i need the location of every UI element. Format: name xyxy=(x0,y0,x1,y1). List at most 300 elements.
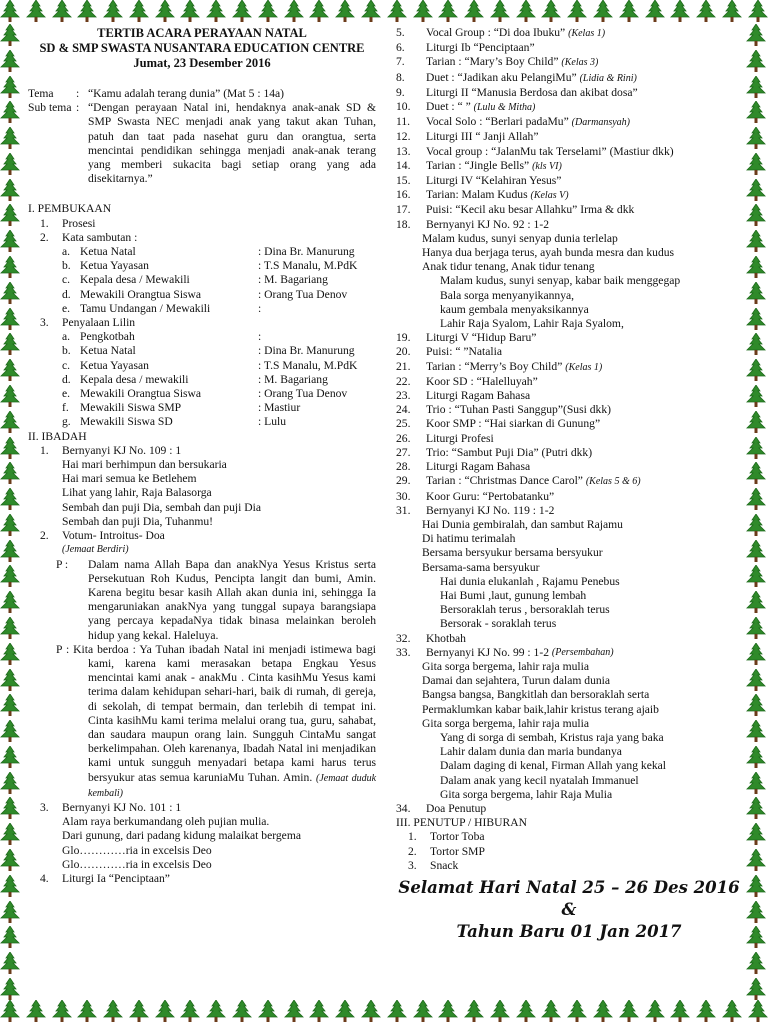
christmas-tree-icon xyxy=(335,0,355,22)
doa-block xyxy=(28,643,376,801)
program-performer: (Kelas 1) xyxy=(565,361,603,373)
official-row xyxy=(28,302,376,316)
christmas-tree-icon xyxy=(746,359,766,381)
program-items-5-18 xyxy=(396,26,742,232)
christmas-tree-icon xyxy=(0,797,20,819)
christmas-tree-icon xyxy=(0,926,20,948)
christmas-tree-icon xyxy=(335,1000,355,1022)
greeting-ampersand: & xyxy=(561,899,577,919)
jemaat-duduk: (Jemaat duduk kembali) xyxy=(88,772,377,799)
lyrics-kj-99-verse2 xyxy=(396,731,742,802)
christmas-tree-icon xyxy=(490,0,510,22)
christmas-tree-icon xyxy=(180,1000,200,1022)
program-number: 22. xyxy=(396,374,411,388)
program-item xyxy=(396,86,742,100)
lyrics-kj-99-verse1 xyxy=(396,660,742,731)
official-row xyxy=(28,344,376,358)
pembukaan-heading: I. PEMBUKAAN xyxy=(28,202,112,216)
christmas-tree-icon xyxy=(284,1000,304,1022)
official-name: : xyxy=(258,330,262,344)
program-number: 13. xyxy=(396,144,411,158)
christmas-tree-icon xyxy=(0,901,20,923)
program-number: 12. xyxy=(396,130,411,144)
program-title: Puisi: “ ”Natalia xyxy=(426,345,502,359)
program-title: Liturgi IV “Kelahiran Yesus” xyxy=(426,174,562,188)
lyrics-kj-119-verse1 xyxy=(396,518,742,575)
official-role: Mewakili Orangtua Siswa xyxy=(80,387,202,401)
page-title: TERTIB ACARA PERAYAAN NATAL xyxy=(97,26,307,40)
program-title: Trio : “Tuhan Pasti Sanggup”(Susi dkk) xyxy=(426,403,611,417)
official-letter: c. xyxy=(62,273,71,287)
program-title: Bernyanyi KJ No. 92 : 1-2 xyxy=(426,217,550,231)
lyric-line: Hai Bumi ,laut, gunung lembah xyxy=(440,588,587,602)
official-role: Kepala desa / Mewakili xyxy=(80,273,190,287)
official-role: Mewakili Orangtua Siswa xyxy=(80,287,202,301)
christmas-tree-icon xyxy=(746,127,766,149)
lyric-line: Bersama-sama bersyukur xyxy=(422,560,540,574)
program-item xyxy=(396,145,742,159)
christmas-tree-icon xyxy=(593,1000,613,1022)
christmas-tree-icon xyxy=(0,823,20,845)
lyrics-kj-92-verse1 xyxy=(396,232,742,275)
christmas-tree-icon xyxy=(180,0,200,22)
official-letter: e. xyxy=(62,301,71,315)
program-item xyxy=(396,130,742,144)
kata-sambutan: Kata sambutan : xyxy=(62,230,138,244)
program-item xyxy=(396,41,742,55)
christmas-tree-icon xyxy=(0,462,20,484)
lyric-line: Lahir Raja Syalom, Lahir Raja Syalom, xyxy=(440,317,624,331)
program-title: Tarian : “Jingle Bells” xyxy=(426,158,530,172)
penutup-item xyxy=(396,859,742,873)
program-text xyxy=(426,460,530,474)
program-item xyxy=(396,389,742,403)
official-letter: b. xyxy=(62,344,71,358)
tema-text: “Kamu adalah terang dunia” (Mat 5 : 14a) xyxy=(88,87,285,100)
program-item xyxy=(396,432,742,446)
christmas-tree-icon xyxy=(387,0,407,22)
program-item xyxy=(396,360,742,375)
program-number: 20. xyxy=(396,345,411,359)
tema-row: Tema : “Kamu adalah terang dunia” (Mat 5 : 14a) xyxy=(28,87,285,100)
christmas-tree-icon xyxy=(490,1000,510,1022)
official-name: : Mastiur xyxy=(258,401,301,415)
christmas-tree-icon xyxy=(0,875,20,897)
lyric-line: kaum gembala menyaksikannya xyxy=(440,302,589,316)
lyric-line: Damai dan sejahtera, Turun dalam dunia xyxy=(422,674,611,688)
program-item xyxy=(396,71,742,86)
event-date: Jumat, 23 Desember 2016 xyxy=(133,56,271,70)
votum-label: P : xyxy=(56,557,69,571)
official-row xyxy=(28,330,376,344)
christmas-tree-icon xyxy=(0,230,20,252)
penutup-number: 3. xyxy=(408,858,417,872)
christmas-tree-icon xyxy=(619,0,639,22)
christmas-tree-icon xyxy=(746,179,766,201)
lyric-line: Gita sorga bergema, lahir raja mulia xyxy=(422,716,589,730)
program-item xyxy=(396,403,742,417)
christmas-tree-icon xyxy=(103,1000,123,1022)
lyric-line: Sembah dan puji Dia, Tuhanmu! xyxy=(62,514,214,528)
christmas-tree-icon xyxy=(464,1000,484,1022)
christmas-tree-icon xyxy=(746,101,766,123)
lyric-line: Malam kudus, sunyi senyap dunia terlelap xyxy=(422,231,618,245)
votum-block xyxy=(28,558,376,643)
lyric-line: Glo…………ria in excelsis Deo xyxy=(62,843,212,857)
christmas-tree-icon xyxy=(746,437,766,459)
program-text xyxy=(426,474,641,489)
program-text xyxy=(426,360,602,375)
lyrics-kj-92-verse2 xyxy=(396,274,742,331)
program-text xyxy=(426,41,535,55)
lyrics-kj-119-verse2 xyxy=(396,575,742,632)
christmas-tree-icon xyxy=(0,617,20,639)
official-role: Ketua Yayasan xyxy=(80,358,149,372)
christmas-tree-icon xyxy=(26,1000,46,1022)
christmas-tree-icon xyxy=(746,230,766,252)
official-role: Ketua Natal xyxy=(80,344,136,358)
christmas-tree-icon xyxy=(746,24,766,46)
christmas-tree-icon xyxy=(206,0,226,22)
christmas-tree-icon xyxy=(0,720,20,742)
lyric-line: Bala sorga menyanyikannya, xyxy=(440,288,575,302)
program-text xyxy=(426,145,674,159)
program-number: 26. xyxy=(396,431,411,445)
ibadah-item-1: Bernyanyi KJ No. 109 : 1 xyxy=(62,443,182,457)
lyric-line: Hanya dua berjaga terus, ayah bunda mesra dan kudus xyxy=(422,246,675,260)
program-number: 6. xyxy=(396,41,405,55)
program-number: 11. xyxy=(396,115,411,129)
christmas-tree-icon xyxy=(0,437,20,459)
christmas-tree-icon xyxy=(516,1000,536,1022)
christmas-tree-icon xyxy=(0,0,20,22)
program-title: Liturgi Ragam Bahasa xyxy=(426,389,531,403)
lyric-line: Lihat yang lahir, Raja Balasorga xyxy=(62,486,212,500)
penutup-item xyxy=(396,830,742,844)
christmas-tree-icon xyxy=(746,720,766,742)
program-item xyxy=(396,417,742,431)
tema-label: Tema xyxy=(28,87,54,100)
program-number: 8. xyxy=(396,70,405,84)
official-letter: a. xyxy=(62,245,71,259)
christmas-tree-icon xyxy=(438,1000,458,1022)
official-role: Mewakili Siswa SMP xyxy=(80,401,182,415)
program-item xyxy=(396,490,742,504)
ibadah-item-3: Bernyanyi KJ No. 101 : 1 xyxy=(62,800,182,814)
program-text xyxy=(426,71,637,86)
christmas-tree-icon xyxy=(52,0,72,22)
christmas-tree-icon xyxy=(309,1000,329,1022)
lyric-line: Glo…………ria in excelsis Deo xyxy=(62,857,212,871)
program-title: Duet : “ ” xyxy=(426,100,471,114)
votum-text: Dalam nama Allah Bapa dan anakNya Yesus Kristus serta Persekutuan Roh Kudus, Pencipta langit dan bumi, Amin. Karena begitu besar kasih Allah akan dunia ini, sehingga Ia mengaruniakan anakNya yang tunggal supaya barangsiapa yang percaya kepadaNya tidak binasa melainkan beroleh hidup yang kekal. Haleluya. xyxy=(88,557,376,642)
lyric-line: Dari gunung, dari padang kidung malaikat bergema xyxy=(62,829,301,843)
christmas-tree-icon xyxy=(567,1000,587,1022)
right-column: 5. Vocal Group : “Di doa Ibuku” (Kelas 1) 6. Liturgi Ib “Penciptaan” 7. Tarian : “Mary’s Boy Child” (Kelas 3) 8. Duet : “Jadikan aku PelangiMu” (Lidia & Rini) 9. Liturgi II “Manusia Berdosa dan akibat dosa” 10. Duet : “ ” (Lulu & Mitha) 11. Vocal Solo : “Berlari padaMu” (Darmansyah) 12. Liturgi III “ Janji Allah” 13. Vocal group : “JalanMu tak Terselami” (Mastiur dkk) 14. Tarian : “Jingle Bells” (kls VI) 15. Liturgi IV “Kelahiran Yesus” 16. Tarian: Malam Kudus (Kelas V) 17. Puisi: “Kecil aku besar Allahku” Irma & dkk 18. Bernyanyi KJ No. 92 : 1-2 Malam kudus, sunyi senyap dunia terlelap Hanya dua berjaga terus, ayah bunda mesra dan kudus Anak tidur tenang, Anak tidur tenang Malam kudus, sunyi senyap, kabar baik menggegap Bala sorga menyanyikannya, kaum gembala menyaksikannya Lahir Raja Syalom, Lahir Raja Syalom, 19. Liturgi V “Hidup Baru” 20. Puisi: “ ”Natalia 21. Tarian : “Merry’s Boy Child” (Kelas 1) 22. Koor SD : “Halelluyah” 23. Liturgi Ragam Bahasa 24. Trio : “Tuhan Pasti Sanggup”(Susi dkk) 25. Koor SMP : “Hai siarkan di Gunung” 26. Liturgi Profesi 27. Trio: “Sambut Puji Dia” (Putri dkk) 28. Liturgi Ragam Bahasa 29. Tarian : “Christmas Dance Carol” (Kelas 5 & 6) 30. Koor Guru: “Pertobatanku” 31. Bernyanyi KJ No. 119 : 1-2 Hai Dunia gembiralah, dan sambut Rajamu Di hatimu terimalah Bersama bersyukur bersama bersyukur Bersama-sama bersyukur Hai dunia elukanlah , Rajamu Penebus Hai Bumi ,laut, gunung lembah Bersoraklah terus , bersoraklah terus Bersorak - soraklah terus 32. Khotbah 33. Bernyanyi KJ No. 99 : 1-2 (Persembahan) Gita sorga bergema, lahir raja mulia Damai dan sejahtera, Turun dalam dunia Bangsa bangsa, Bangkitlah dan bersoraklah serta Permaklumkan kabar baik,lahir kristus terang ajaib Gita sorga bergema, lahir raja mulia Yang di sorga di sembah, Kristus raja yang baka Lahir dalam dunia dan maria bundanya Dalam daging di kenal, Firman Allah yang kekal Dalam anak yang kecil nyatalah Immanuel Gita sorga bergema, lahir Raja Mulia 34. Doa Penutup III. PENUTUP / HIBURAN 1. Tortor Toba 2. Tortor SMP 3. Snack Selamat Hari Natal 25 – 26 Des 2016 & Tahun Baru 01 Jan 2017 xyxy=(396,26,742,943)
christmas-tree-icon xyxy=(103,0,123,22)
program-number: 18. xyxy=(396,217,411,231)
christmas-tree-icon xyxy=(0,282,20,304)
christmas-tree-icon xyxy=(0,24,20,46)
program-performer: (Lidia & Rini) xyxy=(579,72,637,84)
new-year-greeting: Tahun Baru 01 Jan 2017 xyxy=(456,921,682,941)
doa-penutup: Doa Penutup xyxy=(426,801,487,815)
program-title: Trio: “Sambut Puji Dia” (Putri dkk) xyxy=(426,445,593,459)
christmas-tree-icon xyxy=(746,849,766,871)
penutup-heading: III. PENUTUP / HIBURAN xyxy=(396,816,527,830)
christmas-tree-icon xyxy=(746,669,766,691)
christmas-tree-icon xyxy=(0,643,20,665)
program-item xyxy=(396,474,742,489)
ibadah-item-4: Liturgi Ia “Penciptaan” xyxy=(62,871,170,885)
program-title: Vocal Solo : “Berlari padaMu” xyxy=(426,115,569,129)
christmas-tree-icon xyxy=(746,746,766,768)
christmas-tree-icon xyxy=(387,1000,407,1022)
program-number: 16. xyxy=(396,188,411,202)
program-text xyxy=(426,218,549,232)
left-column: TERTIB ACARA PERAYAAN NATAL SD & SMP SWASTA NUSANTARA EDUCATION CENTRE Jumat, 23 Desember 2016 Tema : “Kamu adalah terang dunia” (Mat 5 : 14a) Sub tema : “Dengan perayaan Natal ini, hendaknya anak-anak SD & SMP Swasta NEC menjadi anak yang takut akan Tuhan, patuh dan taat pada nasehat guru dan orangtua, serta mencintai pendidikan sehingga menjadi anak-anak terang yang memberi sukacita bagi setiap orang yang ada disekitarnya.” I. PEMBUKAAN 1. Prosesi 2. Kata sambutan : a. Ketua Natal : Dina Br. Manurung b. Ketua Yayasan : T.S Manalu, M.PdK c. Kepala desa / Mewakili : M. Bagariang d. Mewakili Orangtua Siswa : Orang Tua Denov e. Tamu Undangan / Mewakili : 3. Penyalaan Lilin a. Pengkotbah : b. Ketua Natal : Dina Br. Manurung c. Ketua Yayasan : T.S Manalu, M.PdK d. Kepala desa / mewakili : M. Bagariang e. Mewakili Orangtua Siswa : Orang Tua Denov f. Mewakili Siswa SMP : Mastiur g. Mewakili Siswa SD : Lulu II. IBADAH 1. Bernyanyi KJ No. 109 : 1 Hai mari berhimpun dan bersukaria Hai mari semua ke Betlehem Lihat yang lahir, Raja Balasorga Sembah dan puji Dia, sembah dan puji Dia Sembah dan puji Dia, Tuhanmu! 2. Votum- Introitus- Doa (Jemaat Berdiri) P : Dalam nama Allah Bapa dan anakNya Yesus Kristus serta Persekutuan Roh Kudus, Pencipta langit dan bumi, Amin. Karena begitu besar kasih Allah akan dunia ini, sehingga Ia mengaruniakan anakNya yang tunggal supaya barangsiapa yang percaya kepadaNya tidak binasa melainkan beroleh hidup yang kekal. Haleluya. P : Kita berdoa : Ya Tuhan ibadah Natal ini menjadi istimewa bagi kami, karena kami merasakan betapa Engkau Yesus mencintai kami anak - anakMu . Cinta kasihMu Yesus kami terima dalam kehidupan sehari-hari, baik di rumah, di gereja, di sekolah, di tempat bermain, dan terlebih di tempat ini. Cinta kasihMu kami terima melalui orang tua, guru, sahabat, dan saudara maupun orang lain. Sungguh CintaMu sangat berkelimpahan. Oleh karenanya, Ibadah Natal ini menjadikan kami untuk sungguh menyadari betapa kami harus terus bersyukur atas semua karuniaMu Tuhan. Amin. (Jemaat duduk kembali) 3. Bernyanyi KJ No. 101 : 1 Alam raya berkumandang oleh pujian mulia. Dari gunung, dari padang kidung malaikat bergema Glo…………ria in excelsis Deo Glo…………ria in excelsis Deo 4. Liturgi Ia “Penciptaan” xyxy=(28,26,377,885)
official-name: : Dina Br. Manurung xyxy=(258,344,355,358)
program-items-19-31 xyxy=(396,331,742,518)
program-title: Liturgi II “Manusia Berdosa dan akibat dosa” xyxy=(426,85,638,99)
christmas-tree-icon xyxy=(206,1000,226,1022)
christmas-tree-icon xyxy=(77,0,97,22)
program-performer: (kls VI) xyxy=(532,160,562,172)
program-number: 25. xyxy=(396,417,411,431)
official-role: Kepala desa / mewakili xyxy=(80,372,189,386)
official-letter: e. xyxy=(62,387,71,401)
program-title: Liturgi Ragam Bahasa xyxy=(426,460,531,474)
official-name: : Lulu xyxy=(258,415,287,429)
program-text xyxy=(426,331,536,345)
christmas-tree-icon xyxy=(0,1000,20,1022)
program-performer: (Kelas 1) xyxy=(568,28,606,39)
program-number: 24. xyxy=(396,403,411,417)
christmas-tree-icon xyxy=(0,204,20,226)
christmas-tree-icon xyxy=(258,1000,278,1022)
christmas-tree-icon xyxy=(746,565,766,587)
christmas-tree-icon xyxy=(670,1000,690,1022)
program-item xyxy=(396,375,742,389)
christmas-tree-icon xyxy=(284,0,304,22)
official-name: : M. Bagariang xyxy=(258,372,328,386)
program-number: 19. xyxy=(396,331,411,345)
program-number: 27. xyxy=(396,445,411,459)
program-text xyxy=(426,115,630,130)
christmas-tree-icon xyxy=(0,591,20,613)
official-letter: f. xyxy=(62,401,69,415)
lyric-line: Hai dunia elukanlah , Rajamu Penebus xyxy=(440,574,620,588)
program-number: 30. xyxy=(396,489,411,503)
christmas-tree-icon xyxy=(746,514,766,536)
christmas-tree-icon xyxy=(77,1000,97,1022)
christmas-tree-icon xyxy=(464,0,484,22)
christmas-tree-icon xyxy=(0,179,20,201)
christmas-tree-icon xyxy=(155,1000,175,1022)
lyric-line: Hai Dunia gembiralah, dan sambut Rajamu xyxy=(422,517,623,531)
christmas-tree-icon xyxy=(670,0,690,22)
program-number: 5. xyxy=(396,26,405,39)
christmas-tree-icon xyxy=(746,797,766,819)
program-item xyxy=(396,460,742,474)
program-title: Vocal Group : “Di doa Ibuku” xyxy=(426,26,566,39)
christmas-tree-icon xyxy=(645,1000,665,1022)
program-title: Liturgi Ib “Penciptaan” xyxy=(426,41,535,55)
christmas-tree-icon xyxy=(746,308,766,330)
christmas-tree-icon xyxy=(746,76,766,98)
christmas-tree-icon xyxy=(0,411,20,433)
program-text xyxy=(426,389,530,403)
program-text xyxy=(426,504,554,518)
program-item xyxy=(396,55,742,70)
christmas-tree-icon xyxy=(746,256,766,278)
christmas-tree-icon xyxy=(722,1000,742,1022)
penutup-text: Tortor SMP xyxy=(430,844,485,858)
official-name: : T.S Manalu, M.PdK xyxy=(258,358,358,372)
official-name: : Orang Tua Denov xyxy=(258,387,348,401)
official-row xyxy=(28,288,376,302)
lyric-line: Malam kudus, sunyi senyap, kabar baik menggegap xyxy=(440,274,681,288)
official-role: Ketua Natal xyxy=(80,245,136,259)
lyric-line: Sembah dan puji Dia, sembah dan puji Dia xyxy=(62,500,261,514)
christmas-tree-icon xyxy=(746,643,766,665)
program-text xyxy=(426,375,538,389)
christmas-tree-icon xyxy=(0,952,20,974)
penutup-list xyxy=(396,830,742,873)
persembahan: (Persembahan) xyxy=(551,646,614,658)
christmas-tree-icon xyxy=(746,901,766,923)
program-title: Duet : “Jadikan aku PelangiMu” xyxy=(426,70,577,84)
program-number: 15. xyxy=(396,174,411,188)
penutup-text: Tortor Toba xyxy=(430,830,485,844)
christmas-tree-icon xyxy=(0,772,20,794)
program-performer: (Kelas 5 & 6) xyxy=(585,476,641,488)
lyric-line: Alam raya berkumandang oleh pujian mulia. xyxy=(62,815,270,829)
lyric-line: Gita sorga bergema, lahir raja mulia xyxy=(422,659,589,673)
christmas-tree-icon xyxy=(746,875,766,897)
christmas-tree-icon xyxy=(516,0,536,22)
christmas-tree-icon xyxy=(438,0,458,22)
lyrics-kj-109 xyxy=(28,458,376,529)
program-number: 29. xyxy=(396,474,411,488)
program-text xyxy=(426,446,592,460)
program-item xyxy=(396,203,742,217)
christmas-tree-icon xyxy=(746,385,766,407)
lyric-line: Bersorak - soraklah terus xyxy=(440,617,557,631)
program-title: Liturgi III “ Janji Allah” xyxy=(426,130,539,144)
lilin-list xyxy=(28,330,376,429)
lyric-line: Bangsa bangsa, Bangkitlah dan bersoraklah serta xyxy=(422,688,650,702)
lyric-line: Bersama bersyukur bersama bersyukur xyxy=(422,546,603,560)
program-item xyxy=(396,174,742,188)
christmas-tree-icon xyxy=(0,333,20,355)
lyric-line: Yang di sorga di sembah, Kristus raja yang baka xyxy=(440,730,664,744)
program-title: Vocal group : “JalanMu tak Terselami” (Mastiur dkk) xyxy=(426,144,674,158)
official-letter: g. xyxy=(62,415,71,429)
christmas-tree-icon xyxy=(748,0,768,22)
program-item xyxy=(396,446,742,460)
program-performer: (Kelas V) xyxy=(530,190,569,202)
christmas-tree-icon xyxy=(746,411,766,433)
christmas-tree-icon xyxy=(0,127,20,149)
program-title: Tarian : “Merry’s Boy Child” xyxy=(426,359,563,373)
subtema-text: “Dengan perayaan Natal ini, hendaknya anak-anak SD & SMP Swasta NEC menjadi anak yang takut akan Tuhan, patuh dan taat pada nasehat guru dan orangtua, serta mencintai pendidikan sehingga menjadi anak-anak terang yang memberi sukacita bagi setiap orang yang ada disekitarnya.” xyxy=(88,101,376,186)
official-row xyxy=(28,245,376,259)
official-name: : Orang Tua Denov xyxy=(258,287,348,301)
christmas-tree-icon xyxy=(0,359,20,381)
program-title: Tarian: Malam Kudus xyxy=(426,188,528,202)
christmas-tree-icon xyxy=(26,0,46,22)
lyric-line: Permaklumkan kabar baik,lahir kristus terang ajaib xyxy=(422,702,659,716)
program-number: 28. xyxy=(396,460,411,474)
official-letter: a. xyxy=(62,330,71,344)
christmas-tree-icon xyxy=(0,76,20,98)
program-text xyxy=(426,86,638,100)
christmas-tree-icon xyxy=(696,0,716,22)
christmas-tree-icon xyxy=(746,462,766,484)
program-item xyxy=(396,218,742,232)
program-item xyxy=(396,159,742,174)
prosesi: Prosesi xyxy=(62,216,96,230)
lyric-line: Lahir dalam dunia dan maria bundanya xyxy=(440,745,622,759)
kj-99: Bernyanyi KJ No. 99 : 1-2 xyxy=(426,645,550,659)
program-title: Koor Guru: “Pertobatanku” xyxy=(426,489,555,503)
christmas-tree-icon xyxy=(0,256,20,278)
christmas-tree-icon xyxy=(541,0,561,22)
program-text xyxy=(426,159,562,174)
christmas-greeting: Selamat Hari Natal 25 – 26 Des 2016 xyxy=(398,877,740,897)
christmas-tree-icon xyxy=(746,540,766,562)
lyric-line: Di hatimu terimalah xyxy=(422,532,516,546)
jemaat-berdiri: (Jemaat Berdiri) xyxy=(62,544,129,556)
christmas-tree-icon xyxy=(619,1000,639,1022)
program-text xyxy=(426,130,538,144)
christmas-tree-icon xyxy=(746,694,766,716)
program-text xyxy=(426,188,569,203)
christmas-tree-icon xyxy=(746,282,766,304)
program-text xyxy=(426,203,634,217)
christmas-tree-icon xyxy=(746,591,766,613)
program-item xyxy=(396,100,742,115)
christmas-tree-icon xyxy=(696,1000,716,1022)
lyric-line: Hai mari semua ke Betlehem xyxy=(62,472,197,486)
program-title: Koor SD : “Halelluyah” xyxy=(426,374,538,388)
border-right xyxy=(746,24,768,1000)
official-row xyxy=(28,387,376,401)
official-row xyxy=(28,273,376,287)
christmas-tree-icon xyxy=(746,772,766,794)
program-title: Bernyanyi KJ No. 119 : 1-2 xyxy=(426,503,555,517)
border-bottom xyxy=(0,1000,768,1024)
program-number: 9. xyxy=(396,85,405,99)
christmas-tree-icon xyxy=(0,101,20,123)
subtema-row: Sub tema : “Dengan perayaan Natal ini, hendaknya anak-anak SD & SMP Swasta NEC menjadi anak yang takut akan Tuhan, patuh dan taat pada nasehat guru dan orangtua, serta mencintai pendidikan sehingga menjadi anak-anak terang yang memberi sukacita bagi setiap orang yang ada disekitarnya.” xyxy=(28,101,376,186)
program-text xyxy=(426,100,535,115)
christmas-tree-icon xyxy=(0,514,20,536)
ibadah-item-2: Votum- Introitus- Doa xyxy=(62,529,165,543)
lyric-line: Gita sorga bergema, lahir Raja Mulia xyxy=(440,787,613,801)
program-number: 10. xyxy=(396,100,411,114)
christmas-tree-icon xyxy=(567,0,587,22)
official-name: : T.S Manalu, M.PdK xyxy=(258,259,358,273)
christmas-tree-icon xyxy=(155,0,175,22)
program-item xyxy=(396,188,742,203)
official-role: Pengkotbah xyxy=(80,330,135,344)
christmas-tree-icon xyxy=(0,565,20,587)
program-text xyxy=(426,26,605,41)
christmas-tree-icon xyxy=(413,1000,433,1022)
christmas-tree-icon xyxy=(361,0,381,22)
